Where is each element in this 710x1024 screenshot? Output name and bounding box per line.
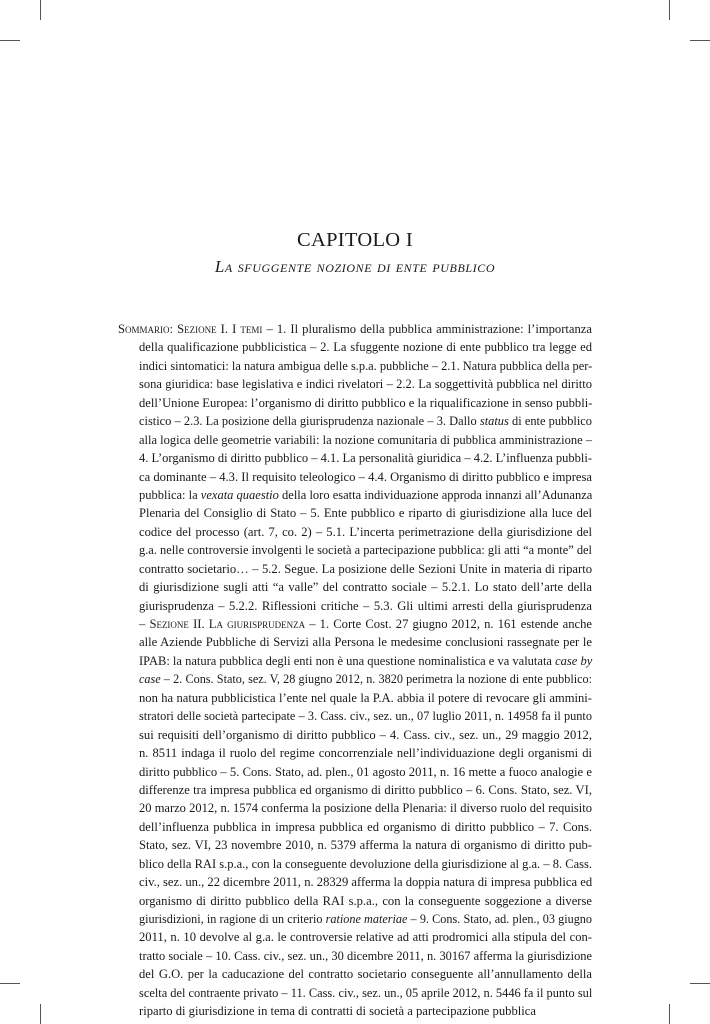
crop-mark [669,1004,670,1024]
summary-line [118,431,592,449]
summary-line [118,726,592,744]
summary-text: – 9. Cons. Stato, ad. plen., 03 giugno [407,912,592,926]
summary-text: giurisdizioni, in ragione di un criterio [139,912,326,926]
summary-text: n. 8511 indaga il ruolo del regime concorrenziale nell’individuazione degli organismi di [139,746,592,761]
summary-line [118,560,592,578]
crop-mark [669,0,670,20]
crop-mark [40,0,41,20]
summary-text: case by [555,653,593,668]
summary-line [118,689,592,707]
summary-text: civ., sez. un., 22 dicembre 2011, n. 28329 afferma la doppia natura di impresa pubblica ed [139,875,593,890]
summary-text: giurisprudenza – 5.2.2. Riflessioni critiche – 5.3. Gli ultimi arresti della giurisprudenza [139,598,592,613]
summary-text: alle Aziende Pubbliche di Servizi alla Persona le medesime conclusioni rassegnate per le [139,635,592,650]
summary-text: indici sintomatici: la natura ambigua delle s.p.a. pubbliche – 2.1. Natura pubblica della per- [139,358,593,373]
summary-line [118,578,592,596]
summary-text: alla logica delle geometrie variabili: la nozione comunitaria di pubblica amministrazione – [139,432,592,447]
summary-text: status [479,414,509,429]
summary-text: del G.O. per la caducazione del contratto societario conseguente all’annullamento della [139,967,592,982]
summary-line [118,744,592,762]
summary-line [118,357,592,375]
summary-text: codice del processo (art. 7, co. 2) – 5.1. L’incerta perimetrazione della giurisdizione del [139,524,592,539]
summary-line [118,965,592,983]
summary-line [118,412,592,430]
summary-text: diritto pubblico – 5. Cons. Stato, ad. plen., 01 agosto 2011, n. 16 mette a fuoco analogie e [139,764,592,779]
summary-line [118,504,592,522]
summary-text: IPAB: la natura pubblica degli enti non è una questione nominalistica e va valutata [139,653,556,668]
summary-text: – 1. Corte Cost. 27 giugno 2012, n. 161 estende anche [305,617,592,631]
summary-line [118,338,592,356]
summary-text: g.a. nelle controversie involgenti le società a partecipazione pubblica: gli atti “a monte” del [139,543,592,558]
chapter-title: La sfuggente nozione di ente pubblico [214,257,496,276]
summary-text: contratto societario… – 5.2. Segue. La posizione delle Sezioni Unite in materia di riparto [139,561,592,576]
summary-text: pubblica: la [139,487,201,502]
summary-line [118,818,592,836]
summary-line [118,928,592,946]
summary-text: I. [216,322,233,336]
summary-text: ratione materiae [325,912,408,926]
summary-line [118,468,592,486]
summary-line [118,892,592,910]
summary-text: – 1. Il pluralismo della pubblica amministrazione: l’importanza [262,322,592,336]
summary-text: tratto sociale – 10. Cass. civ., sez. un., 30 dicembre 2011, n. 30167 afferma la giurisdizione [139,948,592,963]
summary-line [118,320,592,338]
summary-line [118,652,592,670]
summary-line [118,873,592,891]
summary-text: della loro esatta individuazione approda innanzi all’Adunanza [278,487,593,502]
summary-text: 4. L’organismo di diritto pubblico – 4.1. La personalità giuridica – 4.2. L’influenza pubbli- [139,451,592,466]
crop-mark [690,40,710,41]
summary-text: case [139,672,161,687]
crop-mark [0,40,20,41]
summary-text: I temi [232,322,263,336]
summary-text: 2011, n. 10 devolve al g.a. le controversie relative ad atti prodromici alla stipula del con- [139,930,592,945]
summary-text: della qualificazione pubblicistica – 2. La sfuggente nozione di ente pubblico tra legge ed [139,340,592,355]
summary-text: vexata quaestio [200,487,279,502]
summary-line [118,781,592,799]
summary-line [118,486,592,504]
summary-line [118,947,592,965]
summary-text: non ha natura pubblicistica l’ente nel quale la P.A. abbia il potere di revocare gli ammini- [139,690,592,705]
summary-line [118,615,592,633]
summary-line [118,763,592,781]
summary-line [118,984,592,1002]
summary-text: sona giuridica: base legislativa e indici rivelatori – 2.2. La soggettività pubblica nel diritto [139,377,592,392]
summary-text: Sommario: Sezione [118,322,217,336]
summary-text: ca dominante – 4.3. Il requisito teleologico – 4.4. Organismo di diritto pubblico e impresa [139,469,592,484]
summary-text: Sezione [149,617,189,631]
summary-text: di ente pubblico [508,414,592,429]
summary-text: 20 marzo 2012, n. 1574 conferma la posizione della Plenaria: il diverso ruolo del requisito [139,801,592,816]
summary-line [118,1002,592,1020]
summary-text: – 2. Cons. Stato, sez. V, 28 giugno 2012, n. 3820 perimetra la nozione di ente pubblico: [160,672,592,687]
summary-text: scelta del contraente privato – 11. Cass. civ., sez. un., 05 aprile 2012, n. 5446 fa il punto sul [139,985,593,1000]
summary-line [118,670,592,688]
summary-line [118,633,592,651]
summary-text: Plenaria del Consiglio di Stato – 5. Ente pubblico e riparto di giurisdizione alla luce del [139,506,592,521]
summary-text: Stato, sez. VI, 23 novembre 2010, n. 5379 afferma la natura di organismo di diritto pub- [139,838,592,853]
summary-text: stratori delle società partecipate – 3. Cass. civ., sez. un., 07 luglio 2011, n. 14958 fa il punto [139,709,592,724]
chapter-summary [118,320,592,1021]
summary-line [118,541,592,559]
summary-line [118,394,592,412]
summary-line [118,597,592,615]
summary-text: riparto di giurisdizione in tema di contratti di società a partecipazione pubblica [139,1004,536,1019]
summary-line [118,375,592,393]
summary-text: dell’Unione Europea: l’organismo di diritto pubblico e la riqualificazione in senso pubbli- [139,395,593,410]
crop-mark [0,983,20,984]
summary-text: – [139,617,150,631]
summary-text: cistico – 2.3. La posizione della giurisprudenza nazionale – 3. Dallo [139,414,480,429]
summary-text: organismo di diritto pubblico della RAI s.p.a., con la conseguente soggezione a diverse [139,893,592,908]
crop-mark [40,1004,41,1024]
summary-line [118,523,592,541]
summary-line [118,855,592,873]
summary-line [118,910,592,928]
summary-line [118,836,592,854]
summary-text: di giurisdizione sugli atti “a valle” del contratto sociale – 5.2.1. Lo stato dell’arte della [139,580,592,595]
summary-text: dell’influenza pubblica in impresa pubblica ed organismo di diritto pubblico – 7. Cons. [139,819,592,834]
summary-line [118,449,592,467]
summary-line [118,707,592,725]
summary-text: II. [188,617,209,631]
summary-text: differenze tra impresa pubblica ed organismo di diritto pubblico – 6. Cons. Stato, sez. VI, [139,782,592,797]
summary-text: blico della RAI s.p.a., con la conseguente devoluzione della giurisdizione al g.a. – 8. Cass. [139,856,592,871]
summary-line [118,799,592,817]
summary-text: sui requisiti dell’organismo di diritto pubblico – 4. Cass. civ., sez. un., 29 maggio 2012, [139,727,592,742]
chapter-number: CAPITOLO I [297,229,413,251]
summary-text: La giurisprudenza [208,617,306,631]
crop-mark [690,983,710,984]
